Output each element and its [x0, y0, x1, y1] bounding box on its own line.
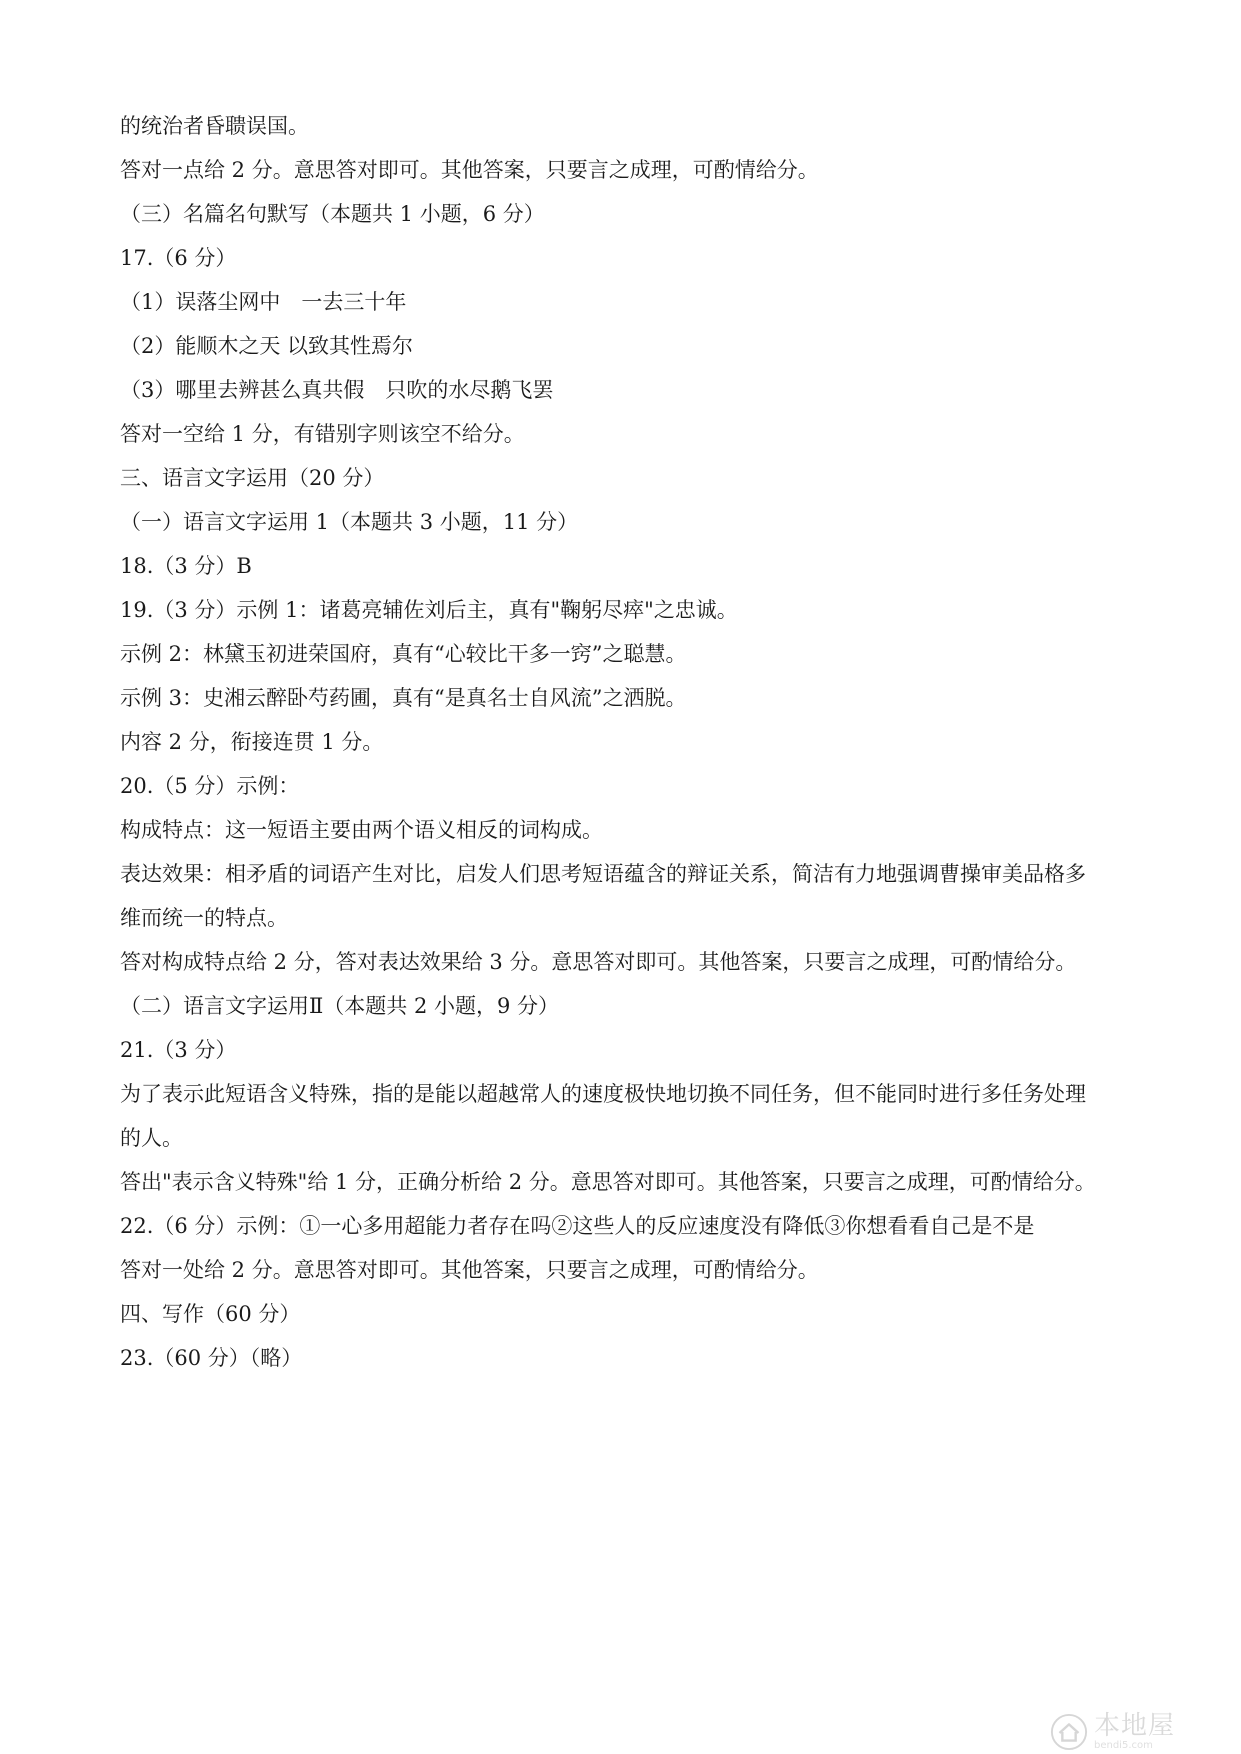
answer-line: 表达效果：相矛盾的词语产生对比，启发人们思考短语蕴含的辩证关系，简洁有力地强调曹操审美品格多	[120, 862, 1086, 886]
section-heading: 四、写作（60 分）	[120, 1302, 301, 1326]
answer-line: （1）误落尘网中 一去三十年	[120, 290, 407, 314]
text-line: 的统治者昏聩误国。	[120, 114, 309, 138]
text-line: 答对构成特点给 2 分，答对表达效果给 3 分。意思答对即可。其他答案，只要言之成理，可酌情给分。	[120, 950, 1077, 974]
text-line: 答对一点给 2 分。意思答对即可。其他答案，只要言之成理，可酌情给分。	[120, 158, 819, 182]
watermark-url: bendi5.com	[1094, 1740, 1153, 1751]
house-icon	[1050, 1713, 1088, 1751]
question-number: 21.（3 分）	[120, 1038, 237, 1062]
section-heading: （二）语言文字运用Ⅱ（本题共 2 小题，9 分）	[120, 994, 560, 1018]
answer-line: 为了表示此短语含义特殊，指的是能以超越常人的速度极快地切换不同任务，但不能同时进行多任务处理	[120, 1082, 1086, 1106]
section-heading: （三）名篇名句默写（本题共 1 小题，6 分）	[120, 202, 545, 226]
answer-line: （3）哪里去辨甚么真共假 只吹的水尽鹅飞罢	[120, 378, 554, 402]
watermark-brand: 本地屋	[1094, 1711, 1176, 1741]
answer-line: 的人。	[120, 1126, 183, 1150]
question-number: 18.（3 分）B	[120, 554, 252, 578]
text-line: 内容 2 分，衔接连贯 1 分。	[120, 730, 384, 754]
section-heading: 三、语言文字运用（20 分）	[120, 466, 385, 490]
text-line: 答出"表示含义特殊"给 1 分，正确分析给 2 分。意思答对即可。其他答案，只要言之成理，可酌情给分。	[120, 1170, 1096, 1194]
text-line: 答对一空给 1 分，有错别字则该空不给分。	[120, 422, 525, 446]
answer-line: 19.（3 分）示例 1：诸葛亮辅佐刘后主，真有"鞠躬尽瘁"之忠诚。	[120, 598, 738, 622]
answer-line: 构成特点：这一短语主要由两个语义相反的词构成。	[120, 818, 603, 842]
question-number: 23.（60 分）（略）	[120, 1346, 303, 1370]
question-number: 17.（6 分）	[120, 246, 237, 270]
question-number: 20.（5 分）示例：	[120, 774, 300, 798]
watermark	[1050, 1712, 1235, 1752]
answer-line: 维而统一的特点。	[120, 906, 288, 930]
answer-line: 示例 3：史湘云醉卧芍药圃，真有“是真名士自风流”之洒脱。	[120, 686, 687, 710]
answer-line: 示例 2：林黛玉初进荣国府，真有“心较比干多一窍”之聪慧。	[120, 642, 687, 666]
answer-line: 22.（6 分）示例：①一心多用超能力者存在吗②这些人的反应速度没有降低③你想看看自己是不是	[120, 1214, 1035, 1238]
answer-line: （2）能顺木之天 以致其性焉尔	[120, 334, 414, 358]
text-line: 答对一处给 2 分。意思答对即可。其他答案，只要言之成理，可酌情给分。	[120, 1258, 819, 1282]
section-heading: （一）语言文字运用 1（本题共 3 小题，11 分）	[120, 510, 579, 534]
